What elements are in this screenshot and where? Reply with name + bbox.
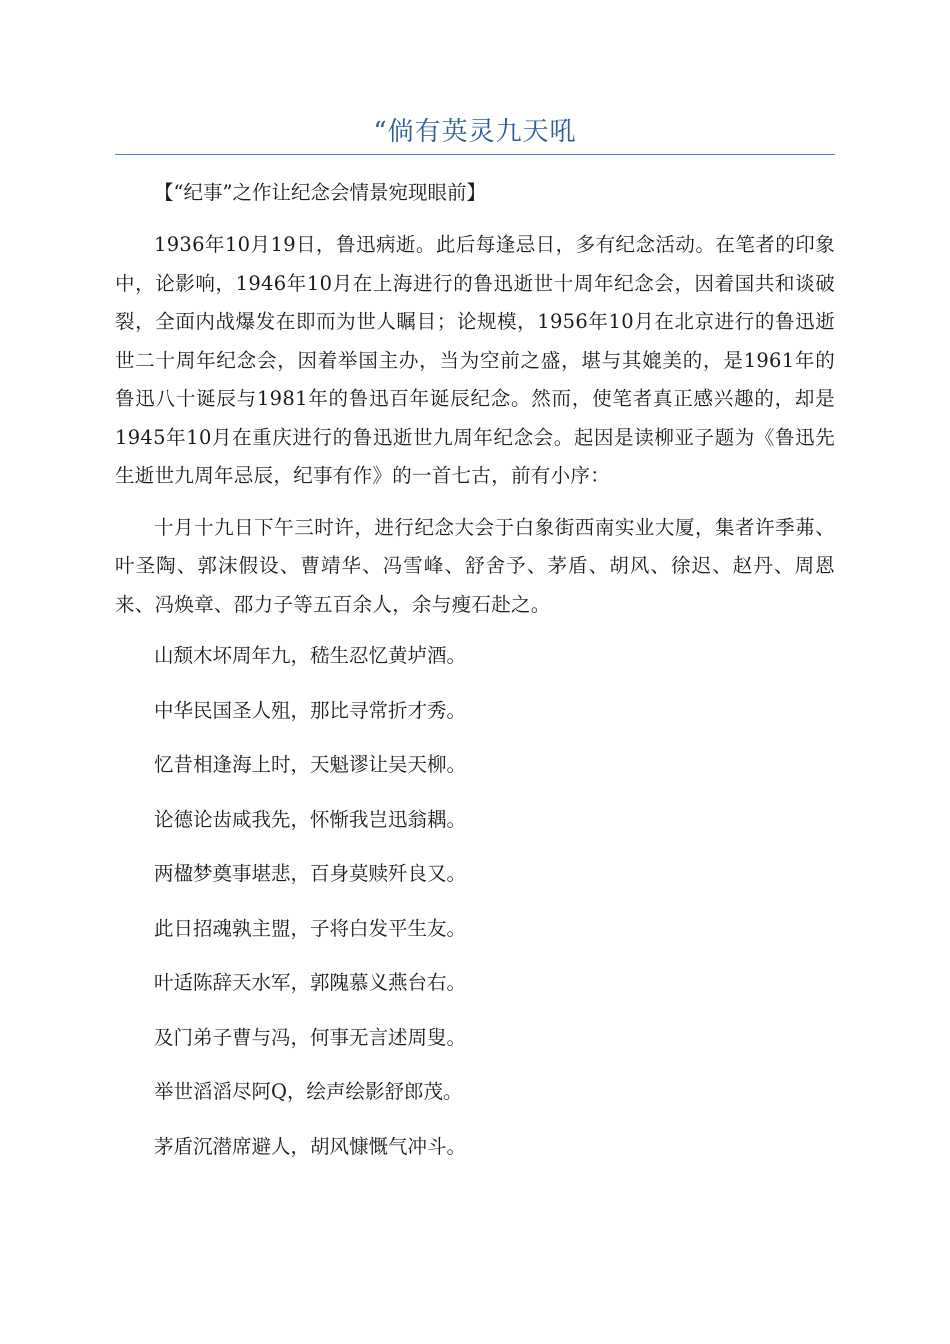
poem-line: 忆昔相逢海上时，天魁谬让吴天柳。 xyxy=(154,753,467,776)
poem-line: 两楹梦奠事堪悲，百身莫赎歼良又。 xyxy=(154,862,467,885)
poem-line: 此日招魂孰主盟，子将白发平生友。 xyxy=(154,916,467,940)
poem-line: 论德论齿咸我先，怀惭我岂迅翁耦。 xyxy=(154,807,467,831)
poem-line: 茅盾沉潜席避人，胡风慷慨气冲斗。 xyxy=(154,1134,467,1158)
section-subtitle: 【“纪事”之作让纪念会情景宛现眼前】 xyxy=(154,181,486,204)
body-paragraph: 十月十九日下午三时许，进行纪念大会于白象街西南实业大厦，集者许季茀、叶圣陶、郭沫假设、曹靖华、冯雪峰、舒舍予、茅盾、胡风、徐迟、赵丹、周恩来、冯焕章、邵力子等五百余人，余与瘦石赴之。 xyxy=(115,515,835,616)
body-paragraph: 1936年10月19日，鲁迅病逝。此后每逢忌日，多有纪念活动。在笔者的印象中，论影响，1946年10月在上海进行的鲁迅逝世十周年纪念会，因着国共和谈破裂，全面内战爆发在即而为世人瞩目；论规模，1956年10月在北京进行的鲁迅逝世二十周年纪念会，因着举国主办，当为空前之盛，堪与其媲美的，是1961年的鲁迅八十诞辰与1981年的鲁迅百年诞辰纪念。然而，使笔者真正感兴趣的，却是1945年10月在重庆进行的鲁迅逝世九周年纪念会。起因是读柳亚子题为《鲁迅先生逝世九周年忌辰，纪事有作》的一首七古，前有小序： xyxy=(115,233,835,487)
poem-line: 及门弟子曹与冯，何事无言述周叟。 xyxy=(154,1025,467,1049)
poem-line: 山颓木坏周年九，嵇生忍忆黄垆酒。 xyxy=(154,644,467,667)
poem-line: 叶适陈辞天水军，郭隗慕义燕台右。 xyxy=(154,971,467,994)
poem-line: 举世滔滔尽阿Q，绘声绘影舒郎茂。 xyxy=(154,1080,463,1103)
document-body xyxy=(115,174,835,1182)
title-underline xyxy=(115,154,835,155)
poem-line: 中华民国圣人殂，那比寻常折才秀。 xyxy=(154,698,467,722)
document-title: “倘有英灵九天吼 xyxy=(373,117,577,147)
